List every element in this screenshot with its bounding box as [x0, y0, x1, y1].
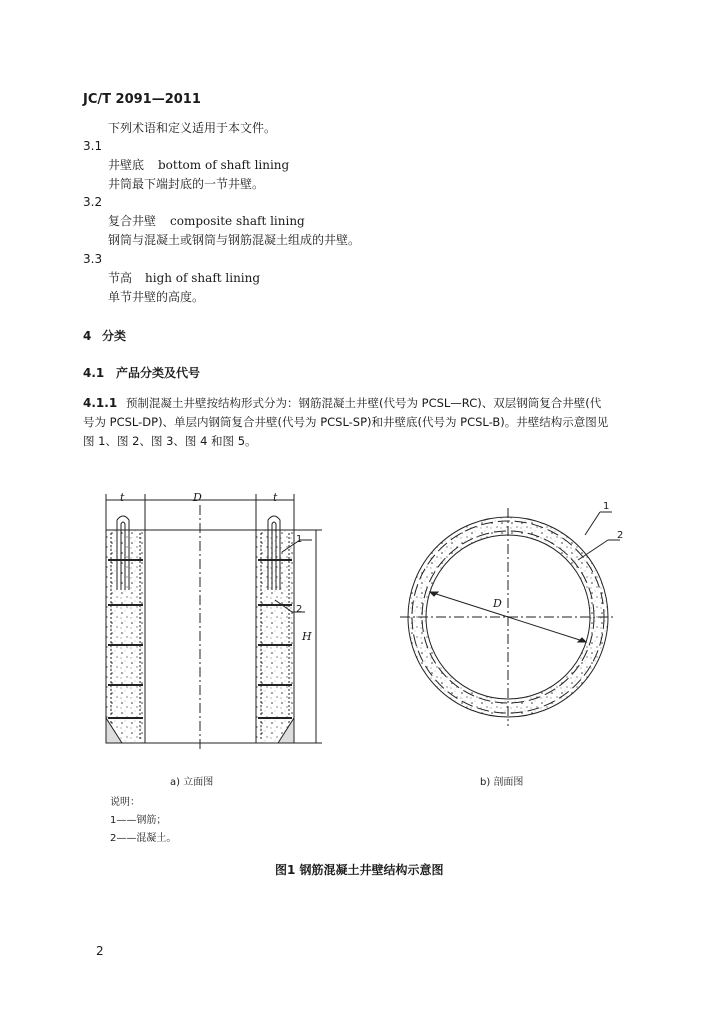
standard-code: JC/T 2091—2011	[83, 92, 201, 107]
section-view	[400, 508, 620, 726]
dim-H: H	[302, 630, 312, 643]
term-cn: 节高	[108, 271, 133, 285]
paragraph-line: 预制混凝土井壁按结构形式分为：钢筋混凝土井壁(代号为 PCSL—RC)、双层钢筒复合井壁(代	[126, 396, 602, 410]
section-number: 4	[83, 329, 92, 343]
term-definition: 井筒最下端封底的一节井壁。	[108, 177, 265, 191]
paragraph-number: 4.1.1	[83, 396, 118, 410]
subsection-title: 产品分类及代号	[116, 366, 201, 380]
paragraph-line: 图 1、图 2、图 3、图 4 和图 5。	[83, 434, 257, 448]
elevation-view	[106, 494, 322, 752]
dim-D-section: D	[493, 597, 502, 610]
right-wall-concrete	[256, 530, 294, 743]
callout-1-elevation: 1	[296, 534, 303, 545]
figure-title: 图1 钢筋混凝土井壁结构示意图	[275, 863, 444, 877]
term-en: composite shaft lining	[170, 214, 305, 228]
intro-text: 下列术语和定义适用于本文件。	[108, 121, 277, 135]
callout-2-section: 2	[617, 530, 624, 541]
dim-t-right: t	[273, 491, 278, 504]
callout-2-elevation: 2	[296, 604, 303, 615]
term-number: 3.3	[83, 252, 103, 266]
legend-item-1: 1——钢筋；	[110, 815, 167, 826]
subsection-number: 4.1	[83, 366, 105, 380]
term-definition: 钢筒与混凝土或钢筒与钢筋混凝土组成的井壁。	[108, 233, 361, 247]
paragraph-line: 号为 PCSL-DP)、单层内钢筒复合井壁(代号为 PCSL-SP)和井壁底(代号为 PCSL-B)。井壁结构示意图见	[83, 415, 609, 429]
term-number: 3.2	[83, 195, 103, 209]
callout-1-section: 1	[603, 501, 610, 512]
term-number: 3.1	[83, 139, 103, 153]
term-definition: 单节井壁的高度。	[108, 290, 205, 304]
caption-section: b) 剖面图	[480, 777, 524, 788]
term-cn: 复合井壁	[108, 214, 157, 228]
legend-title: 说明：	[110, 797, 140, 808]
page-number: 2	[96, 944, 104, 958]
caption-elevation: a) 立面图	[170, 777, 214, 788]
section-title: 分类	[102, 329, 127, 343]
term-cn: 井壁底	[108, 158, 145, 172]
dim-D-elevation: D	[193, 491, 202, 504]
dim-t-left: t	[120, 491, 125, 504]
legend-item-2: 2——混凝土。	[110, 833, 177, 844]
term-en: bottom of shaft lining	[158, 158, 290, 172]
term-en: high of shaft lining	[145, 271, 261, 285]
